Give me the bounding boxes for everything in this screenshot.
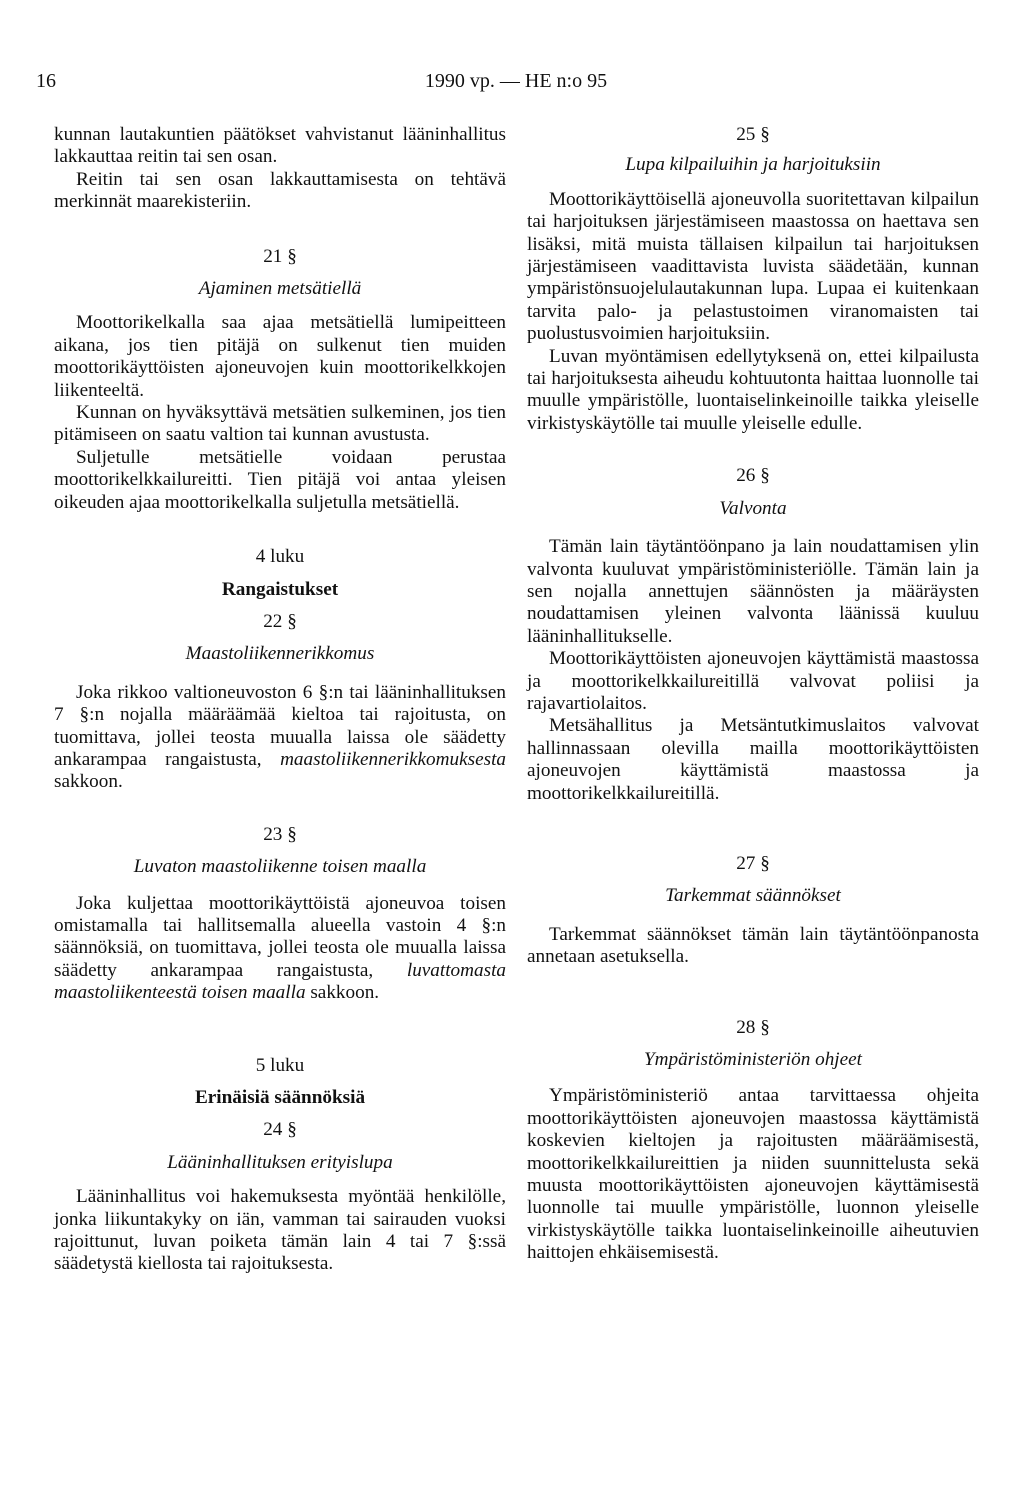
- chapter-5-title: Erinäisiä säännöksiä: [194, 1087, 366, 1108]
- section-21-title: Ajaminen metsätiellä: [198, 278, 362, 300]
- right-column: [527, 124, 979, 1265]
- section-24-number: 24 §: [263, 1119, 297, 1141]
- section-21-paragraph-1: Moottorikelkalla saa ajaa metsätiellä lumipeitteen aikana, jos tien pitäjä on sulkenut tien muiden moottorikäyttöisten ajoneuvojen kuin moottorikelkkojen liikenteeltä.: [54, 312, 506, 401]
- section-26-title: Valvonta: [719, 497, 787, 519]
- chapter-4-title: Rangaistukset: [221, 578, 339, 600]
- section-25-paragraph-2: Luvan myöntämisen edellytyksenä on, ettei kilpailusta tai harjoituksesta aiheudu kohtuutonta haittaa luonnolle tai muulle ympäristölle, luontaiselinkeinoille taikka yleiselle virkistyskäytölle tai muulle yleiselle edulle.: [527, 345, 979, 434]
- document-identifier: 1990 vp. — HE n:o 95: [424, 70, 608, 92]
- section-27-title: Tarkemmat säännökset: [665, 885, 841, 907]
- intro-paragraph-1: kunnan lautakuntien päätökset vahvistanut lääninhallitus lakkauttaa reitin tai sen osan.: [54, 124, 506, 168]
- section-25-paragraph-1: Moottorikäyttöisellä ajoneuvolla suoritettavan kilpailun tai harjoituksen järjestämiseen maastossa on haettava sen lisäksi, mitä muista tällaisen kilpailun tai harjoituksen järjestämiseen vaadittavista luvista säädetään, kunnan ympäristönsuojelulautakunnan lupa. Lupaa ei kuitenkaan tarvita palo- ja pelastustoimen viranomaisten tai puolustusvoimien harjoituksiin.: [527, 188, 979, 345]
- intro-paragraph-2: Reitin tai sen osan lakkauttamisesta on tehtävä merkinnät maarekisteriin.: [54, 168, 506, 213]
- section-22-number: 22 §: [263, 610, 297, 632]
- section-27-paragraph-1: Tarkemmat säännökset tämän lain täytäntöönpanosta annetaan asetuksella.: [527, 923, 979, 968]
- section-24-title: Lääninhallituksen erityislupa: [167, 1151, 393, 1173]
- section-22-text-b: sakkoon.: [54, 771, 123, 793]
- chapter-5-number: 5 luku: [255, 1054, 305, 1076]
- section-23-number: 23 §: [263, 823, 297, 845]
- page-number: 16: [36, 70, 56, 92]
- section-22-text-a: Joka rikkoo valtioneuvoston 6 §:n tai lääninhallituksen 7 §:n nojalla määräämää kieltoa tai rajoitusta, on tuomittava, jollei teosta muualla laissa ole säädetty ankarampaa rangaistusta,: [54, 681, 506, 770]
- section-26-paragraph-1: Tämän lain täytäntöönpano ja lain noudattamisen ylin valvonta kuuluvat ympäristöministeriölle. Tämän lain ja sen nojalla annettujen säännösten ja määräysten noudattamisen yleinen valvonta läänissä kuuluu lääninhallitukselle.: [527, 536, 979, 647]
- section-23-paragraph-1: [54, 893, 506, 1005]
- section-23-title: Luvaton maastoliikenne toisen maalla: [133, 856, 427, 878]
- section-27-number: 27 §: [736, 852, 770, 874]
- section-26-paragraph-2: Moottorikäyttöisten ajoneuvojen käyttämistä maastossa ja moottorikelkkailureitillä valvovat poliisi ja rajavartiolaitos.: [527, 648, 979, 714]
- chapter-4-number: 4 luku: [255, 546, 305, 568]
- section-26-number: 26 §: [736, 465, 770, 487]
- section-24-paragraph-1: Lääninhallitus voi hakemuksesta myöntää henkilölle, jonka liikuntakyky on iän, vamman tai sairauden vuoksi rajoittunut, luvan poiketa tämän lain 4 tai 7 §:ssä säädetystä kiellosta tai rajoituksesta.: [54, 1186, 506, 1275]
- section-22-paragraph-1: [54, 682, 506, 794]
- section-28-paragraph-1: Ympäristöministeriö antaa tarvittaessa ohjeita moottorikäyttöisten ajoneuvojen maastossa käyttämistä koskevien kieltojen ja rajoitusten määräämisestä, moottorikelkkailureittien ja niiden suunnittelusta sekä muusta moottorikäyttöisten ajoneuvojen käyttämisestä luonnolle tai muulle ympäristölle, luonnon yleiselle virkistyskäytölle taikka luontaiselinkeinoille aiheutuvien haittojen ehkäisemisestä.: [527, 1085, 979, 1264]
- page-header: [36, 70, 996, 100]
- section-25-title: Lupa kilpailuihin ja harjoituksiin: [625, 154, 881, 176]
- section-22-offence-term: maastoliikennerikkomuksesta: [280, 748, 506, 770]
- section-21-paragraph-2: Kunnan on hyväksyttävä metsätien sulkeminen, jos tien pitämiseen on saatu valtion tai kunnan avustusta.: [54, 402, 506, 446]
- section-25-number: 25 §: [736, 124, 770, 145]
- section-28-number: 28 §: [736, 1016, 770, 1038]
- section-22-title: Maastoliikennerikkomus: [185, 643, 375, 665]
- section-21-paragraph-3: Suljetulle metsätielle voidaan perustaa moottorikelkkailureitti. Tien pitäjä voi antaa yleisen oikeuden ajaa moottorikelkalla suljetulla metsätiellä.: [54, 446, 506, 513]
- section-28-title: Ympäristöministeriön ohjeet: [644, 1049, 862, 1070]
- section-23-text-b: sakkoon.: [310, 982, 380, 1004]
- left-column: [54, 124, 506, 1276]
- section-21-number: 21 §: [263, 245, 297, 267]
- section-26-paragraph-3: Metsähallitus ja Metsäntutkimuslaitos valvovat hallinnassaan olevilla mailla moottorikäyttöisten ajoneuvojen käyttämistä maastossa ja moottorikelkkailureitillä.: [527, 715, 979, 804]
- section-23-offence-term: luvattomasta maastoliikenteestä toisen maalla: [54, 959, 506, 1004]
- section-23-text-a: Joka kuljettaa moottorikäyttöistä ajoneuvoa toisen omistamalla tai hallitsemalla alueella vastoin 4 §:n säännöksiä, on tuomittava, jollei teosta ole muualla laissa säädetty ankarampaa rangaistusta,: [54, 892, 506, 981]
